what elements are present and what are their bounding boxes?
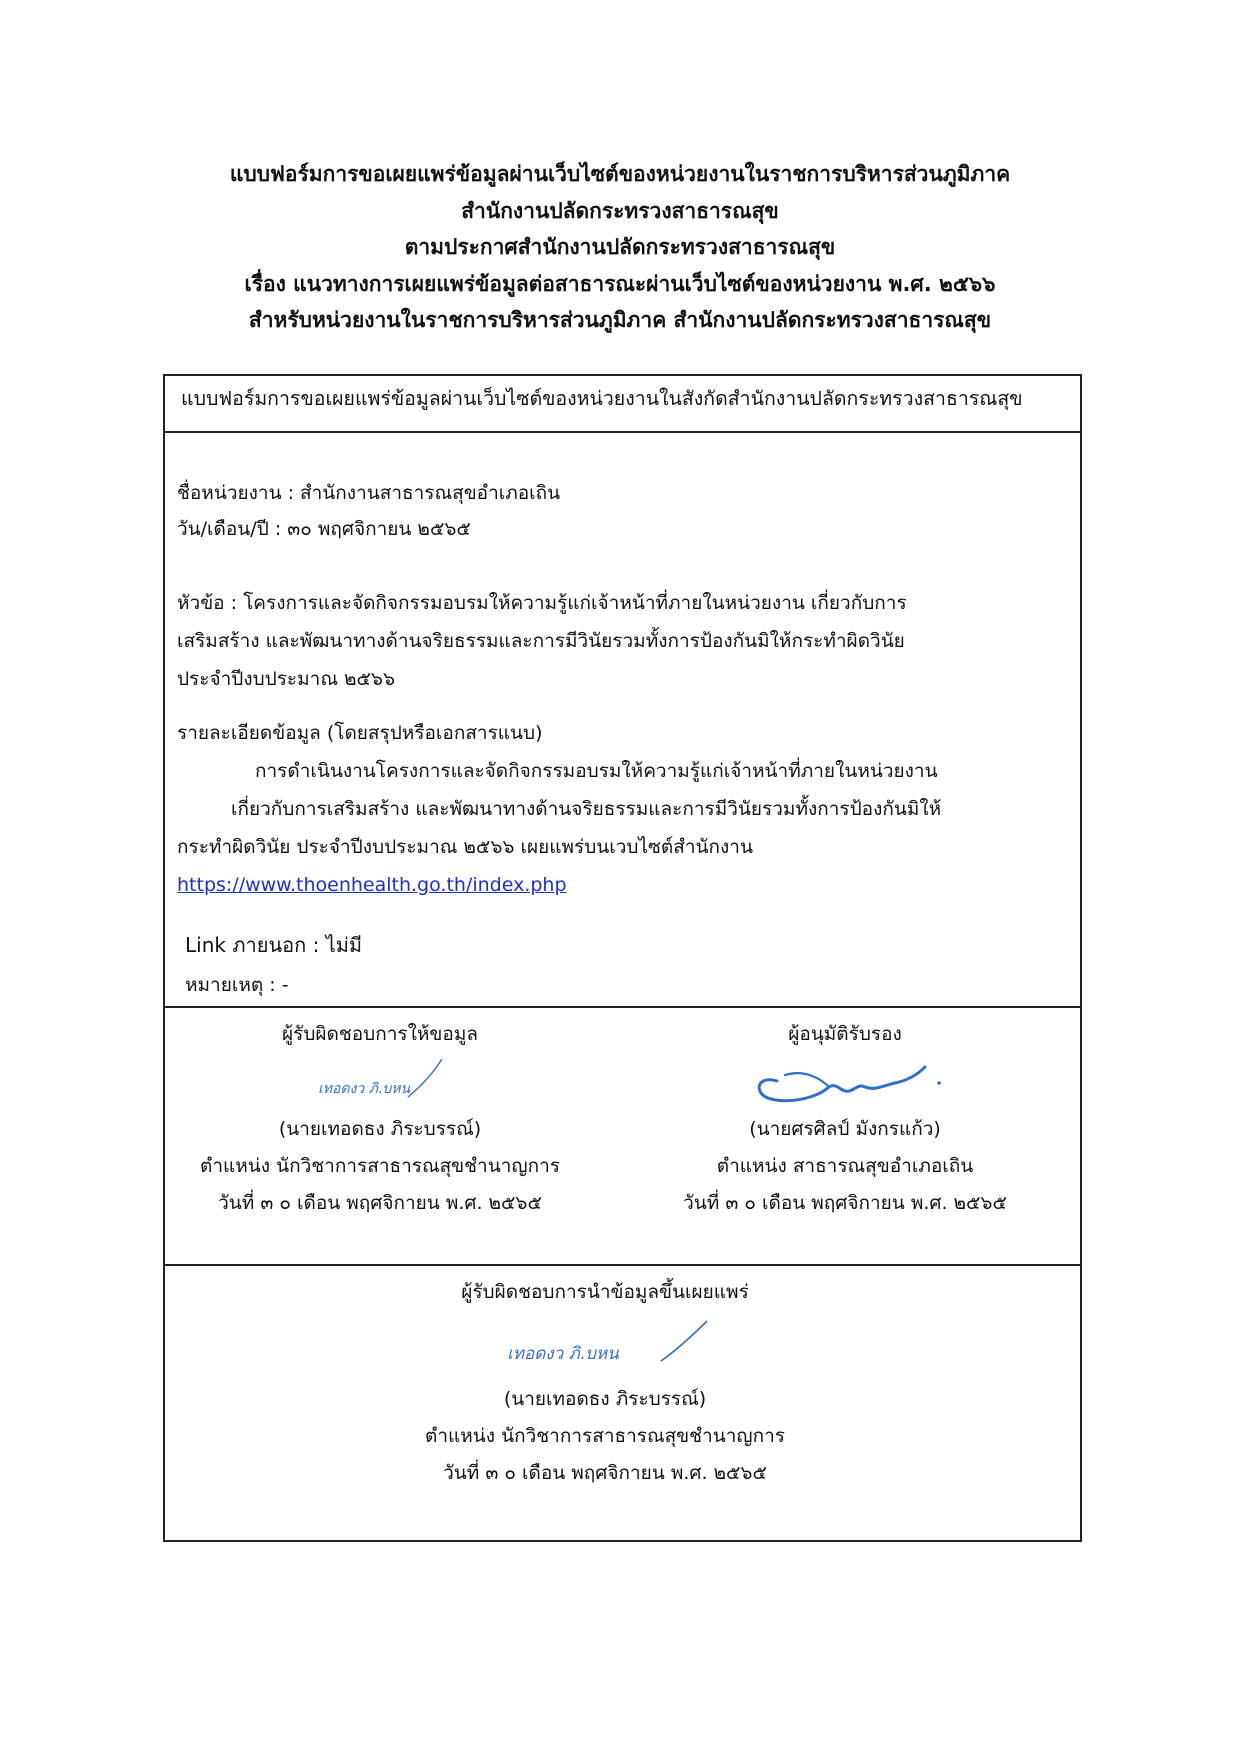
- signature-icon: [725, 1053, 965, 1109]
- details-label: รายละเอียดข้อมูล (โดยสรุปหรือเอกสารแนบ): [177, 722, 543, 744]
- provider-position: ตำแหน่ง นักวิชาการสาธารณสุขชำนาญการ: [200, 1155, 560, 1177]
- form-title: แบบฟอร์มการขอเผยแพร่ข้อมูลผ่านเว็บไซต์ของหน่วยงานในสังกัดสำนักงานปลัดกระทรวงสาธารณสุข: [181, 387, 1023, 410]
- provider-signature-block: [165, 1016, 595, 1222]
- external-link-field: Link ภายนอก : ไม่มี: [185, 933, 363, 957]
- provider-date: วันที่ ๓ ๐ เดือน พฤศจิกายน พ.ศ. ๒๕๖๕: [218, 1192, 542, 1214]
- topic-line-2: เสริมสร้าง และพัฒนาทางด้านจริยธรรมและการมีวินัยรวมทั้งการป้องกันมิให้กระทำผิดวินัย: [177, 630, 905, 652]
- form-divider-3: [165, 1264, 1080, 1266]
- details-url-link[interactable]: https://www.thoenhealth.go.th/index.php: [177, 874, 567, 896]
- date-field: วัน/เดือน/ปี : ๓๐ พฤศจิกายน ๒๕๖๕: [177, 518, 471, 540]
- approver-position: ตำแหน่ง สาธารณสุขอำเภอเถิน: [716, 1155, 974, 1177]
- details-line-1: การดำเนินงานโครงการและจัดกิจกรรมอบรมให้ความรู้แก่เจ้าหน้าที่ภายในหน่วยงาน: [255, 760, 938, 782]
- header-line-1: แบบฟอร์มการขอเผยแพร่ข้อมูลผ่านเว็บไซต์ของหน่วยงานในราชการบริหารส่วนภูมิภาค: [229, 162, 1011, 186]
- header-line-3: ตามประกาศสำนักงานปลัดกระทรวงสาธารณสุข: [404, 235, 836, 259]
- publisher-date: วันที่ ๓ ๐ เดือน พฤศจิกายน พ.ศ. ๒๕๖๕: [443, 1462, 767, 1484]
- publisher-name: (นายเทอดธง ภิระบรรณ์): [503, 1388, 707, 1410]
- provider-signature: [165, 1053, 595, 1111]
- approver-heading: ผู้อนุมัติรับรอง: [788, 1023, 902, 1045]
- publisher-signature-block: [365, 1274, 845, 1492]
- details-line-2: เกี่ยวกับการเสริมสร้าง และพัฒนาทางด้านจริยธรรมและการมีวินัยรวมทั้งการป้องกันมิให้: [231, 798, 942, 820]
- approver-name: (นายศรศิลป์ มังกรแก้ว): [749, 1118, 941, 1140]
- publisher-position: ตำแหน่ง นักวิชาการสาธารณสุขชำนาญการ: [425, 1425, 785, 1447]
- approver-signature: [645, 1053, 1045, 1111]
- publisher-heading: ผู้รับผิดชอบการนำข้อมูลขึ้นเผยแพร่: [461, 1281, 749, 1303]
- header-line-4: เรื่อง แนวทางการเผยแพร่ข้อมูลต่อสาธารณะผ่านเว็บไซต์ของหน่วยงาน พ.ศ. ๒๕๖๖: [244, 271, 996, 296]
- publisher-signature: [365, 1311, 845, 1381]
- header-line-5: สำหรับหน่วยงานในราชการบริหารส่วนภูมิภาค สำนักงานปลัดกระทรวงสาธารณสุข: [248, 308, 992, 332]
- provider-signature-text: เทอดงว ภิ.บหน: [318, 1081, 411, 1097]
- topic-line-3: ประจำปีงบประมาณ ๒๕๖๖: [177, 668, 396, 690]
- request-form: [163, 374, 1082, 1542]
- header-line-2: สำนักงานปลัดกระทรวงสาธารณสุข: [461, 198, 779, 223]
- details-line-3: กระทำผิดวินัย ประจำปีงบประมาณ ๒๕๖๖ เผยแพร่บนเวบไซต์สำนักงาน: [177, 836, 753, 858]
- approver-signature-block: [645, 1016, 1045, 1222]
- signature-icon: [300, 1053, 460, 1109]
- approver-date: วันที่ ๓ ๐ เดือน พฤศจิกายน พ.ศ. ๒๕๖๕: [683, 1192, 1007, 1214]
- document-header: [0, 156, 1240, 339]
- signature-icon: [485, 1311, 725, 1377]
- remark-field: หมายเหตุ : -: [185, 974, 289, 996]
- publisher-signature-text: เทอดงว ภิ.บหน: [507, 1344, 619, 1364]
- agency-field: ชื่อหน่วยงาน : สำนักงานสาธารณสุขอำเภอเถิน: [177, 482, 561, 504]
- form-divider-1: [165, 431, 1080, 433]
- topic-line-1: หัวข้อ : โครงการและจัดกิจกรรมอบรมให้ความรู้แก่เจ้าหน้าที่ภายในหน่วยงาน เกี่ยวกับการ: [177, 592, 907, 614]
- provider-heading: ผู้รับผิดชอบการให้ขอมูล: [282, 1023, 478, 1045]
- form-divider-2: [165, 1006, 1080, 1008]
- provider-name: (นายเทอดธง ภิระบรรณ์): [278, 1118, 482, 1140]
